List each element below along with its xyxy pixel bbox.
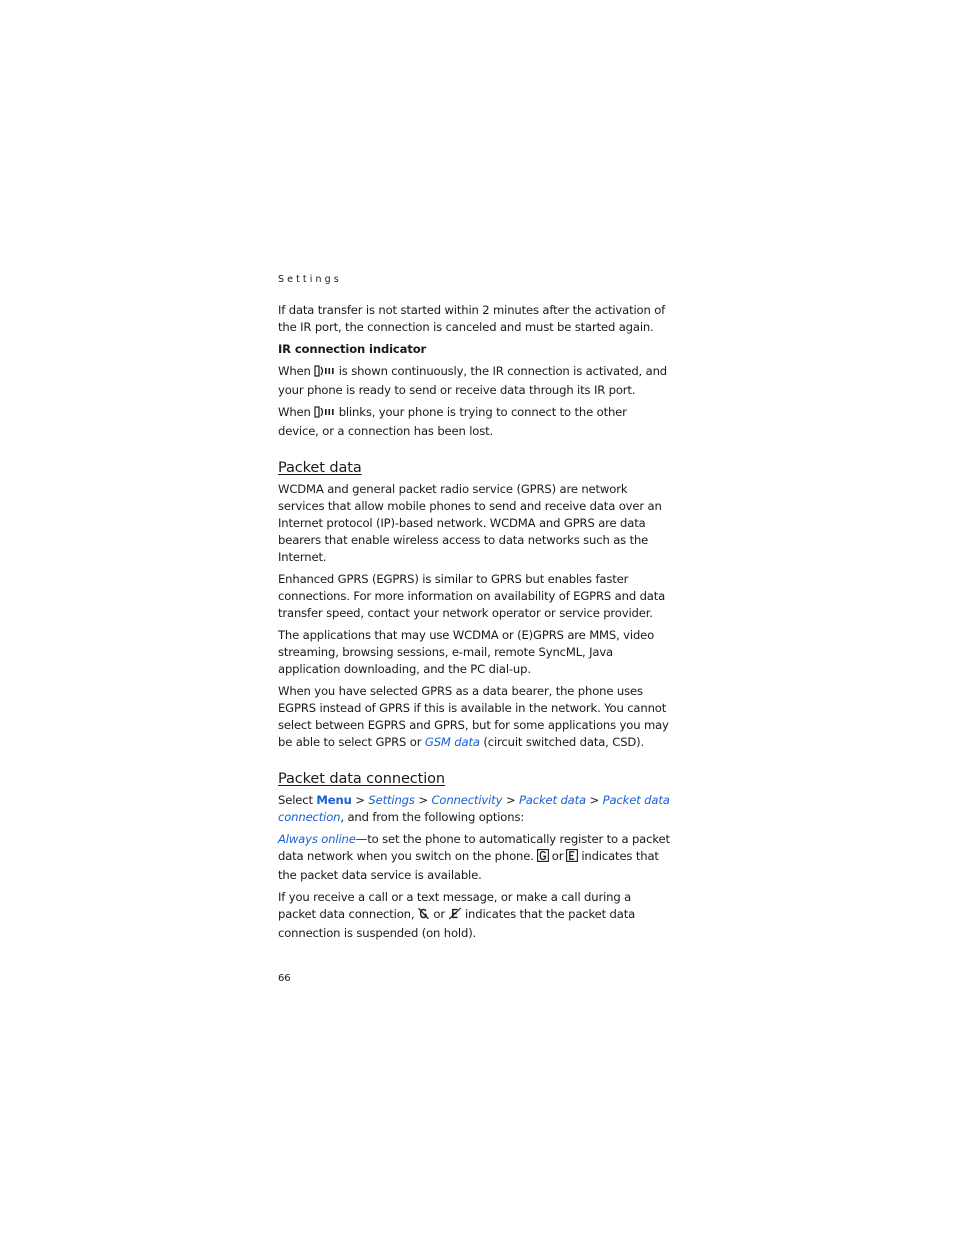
packet-data-connection-link[interactable]: Packet data connection [278,793,670,824]
running-header: Settings [278,274,342,285]
packet-data-paragraph-3: The applications that may use WCDMA or (E)GPRS are MMS, video streaming, browsing sessions, e-mail, remote SyncML, Java application downloading, and the PC dial-up. [278,628,655,676]
packet-data-heading: Packet data [278,460,362,476]
gprs-available-icon [537,849,549,867]
ir-indicator-icon [314,365,336,382]
always-online-paragraph: Always online—to set the phone to automatically register to a packet data network when you switch on the phone. or indicates that the packet data service is available. [278,832,670,882]
ir-paragraph-blinks: When blinks, your phone is trying to connect to the other device, or a connection has been lost. [278,405,627,438]
packet-data-paragraph-2: Enhanced GPRS (EGPRS) is similar to GPRS but enables faster connections. For more information on availability of EGPRS and data transfer speed, contact your network operator or service provider. [278,572,666,620]
ir-paragraph-timeout: If data transfer is not started within 2 minutes after the activation of the IR port, the connection is canceled and must be started again. [278,303,666,334]
egprs-available-icon [566,849,578,867]
ir-indicator-heading: IR connection indicator [278,342,427,356]
menu-link[interactable]: Menu [316,793,352,807]
manual-page [278,272,670,986]
ir-indicator-icon [314,406,336,423]
gsm-data-link[interactable]: GSM data [424,735,480,749]
page-number: 66 [278,973,291,984]
settings-link[interactable]: Settings [368,793,415,807]
packet-data-connection-heading: Packet data connection [278,771,446,787]
packet-data-paragraph-1: WCDMA and general packet radio service (GPRS) are network services that allow mobile phones to send and receive data over an Internet protocol (IP)-based network. WCDMA and GPRS are data bearers that enable wireless access to data networks such as the Internet. [278,482,662,564]
packet-data-paragraph-4: When you have selected GPRS as a data bearer, the phone uses EGPRS instead of GPRS if this is available in the network. You cannot select between EGPRS and GPRS, but for some applications you may be able to select GPRS or GSM data (circuit switched data, CSD). [278,684,669,749]
packet-data-link[interactable]: Packet data [518,793,586,807]
gprs-on-hold-icon [417,907,430,925]
menu-path-paragraph: Select Menu > Settings > Connectivity > Packet data > Packet data connection, and from the following options: [278,793,670,824]
egprs-on-hold-icon [448,907,462,925]
suspended-paragraph: If you receive a call or a text message, or make a call during a packet data connection, or indicates that the packet data connection is suspended (on hold). [278,890,636,940]
always-online-link[interactable]: Always online [278,832,356,846]
ir-paragraph-continuous: When is shown continuously, the IR connection is activated, and your phone is ready to send or receive data through its IR port. [278,364,667,397]
connectivity-link[interactable]: Connectivity [431,793,503,807]
